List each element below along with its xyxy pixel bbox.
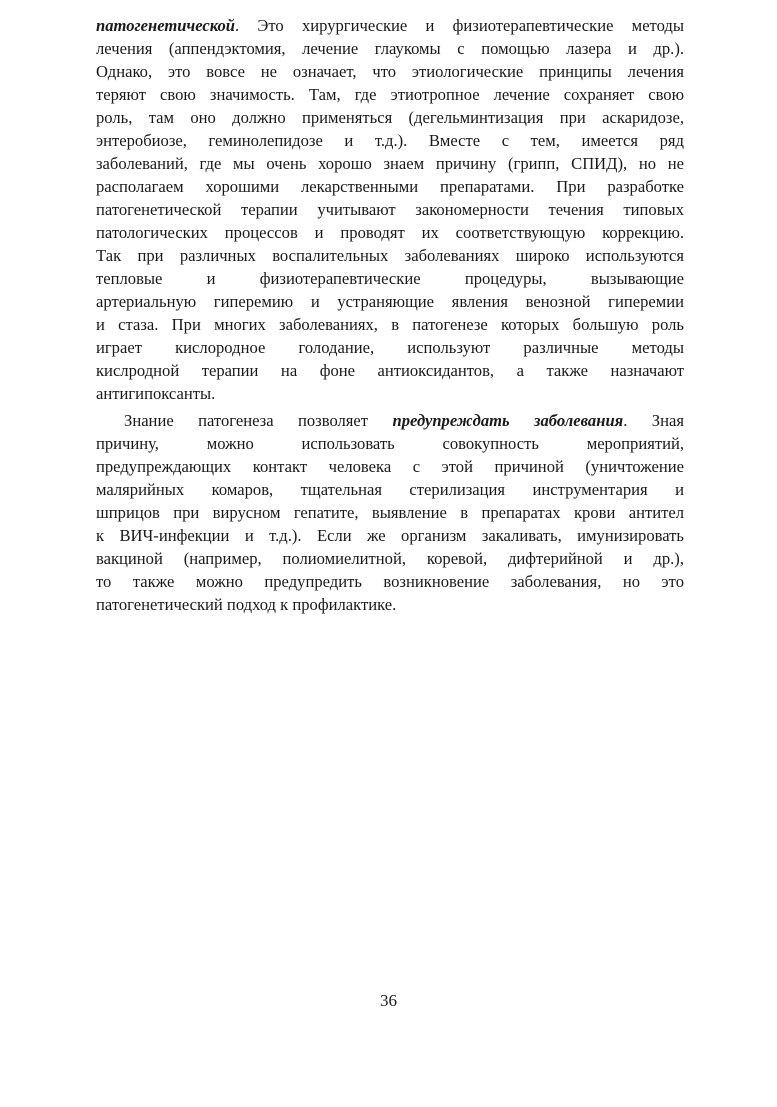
text-line: Однако, это вовсе не означает, что этиологические принципы лечения [96,62,684,81]
text-line: шприцов при вирусном гепатите, выявление в препаратах крови антител [96,503,684,522]
text-line: кислродной терапии на фоне антиоксидантов, а также назначают [96,361,684,380]
emphasis-term: предупреждать заболевания [392,411,624,430]
text-line: патогенетической терапии учитывают закономерности течения типовых [96,200,684,219]
text-line: и стаза. При многих заболеваниях, в патогенезе которых большую роль [96,315,684,334]
text-line: антигипоксанты. [96,384,216,403]
text-line: патогенетической. Это хирургические и физиотерапевтические методы [96,16,684,35]
paragraph-1 [96,14,684,405]
text-line: предупреждающих контакт человека с этой причиной (уничтожение [96,457,684,476]
text-line: малярийных комаров, тщательная стерилизация инструментария и [96,480,684,499]
text-line: вакциной (например, полиомиелитной, коревой, дифтерийной и др.), [96,549,684,568]
text-line: заболеваний, где мы очень хорошо знаем причину (грипп, СПИД), но не [96,154,684,173]
text-line: Так при различных воспалительных заболеваниях широко используются [96,246,684,265]
text-line: теряют свою значимость. Там, где этиотропное лечение сохраняет свою [96,85,684,104]
text-line: располагаем хорошими лекарственными препаратами. При разработке [96,177,684,196]
text-line: к ВИЧ-инфекции и т.д.). Если же организм закаливать, имунизировать [96,526,684,545]
text-line: артериальную гиперемию и устраняющие явления венозной гиперемии [96,292,684,311]
text-line: энтеробиозе, геминолепидозе и т.д.). Вместе с тем, имеется ряд [96,131,684,150]
emphasis-term: патогенетической [96,16,236,35]
text-line: роль, там оно должно применяться (дегельминтизация при аскаридозе, [96,108,684,127]
text-line: то также можно предупредить возникновение заболевания, но это [96,572,684,591]
text-line: Знание патогенеза позволяет предупреждать заболевания. Зная [124,411,684,430]
text-line: лечения (аппендэктомия, лечение глаукомы с помощью лазера и др.). [96,39,684,58]
text-line: патологических процессов и проводят их соответствующую коррекцию. [96,223,684,242]
text-line: тепловые и физиотерапевтические процедуры, вызывающие [96,269,684,288]
paragraph-2 [96,409,684,616]
text-line: причину, можно использовать совокупность мероприятий, [96,434,684,453]
text-body [96,14,684,616]
page-number: 36 [380,991,397,1010]
text-line: играет кислородное голодание, используют различные методы [96,338,684,357]
text-line: патогенетический подход к профилактике. [96,595,397,614]
